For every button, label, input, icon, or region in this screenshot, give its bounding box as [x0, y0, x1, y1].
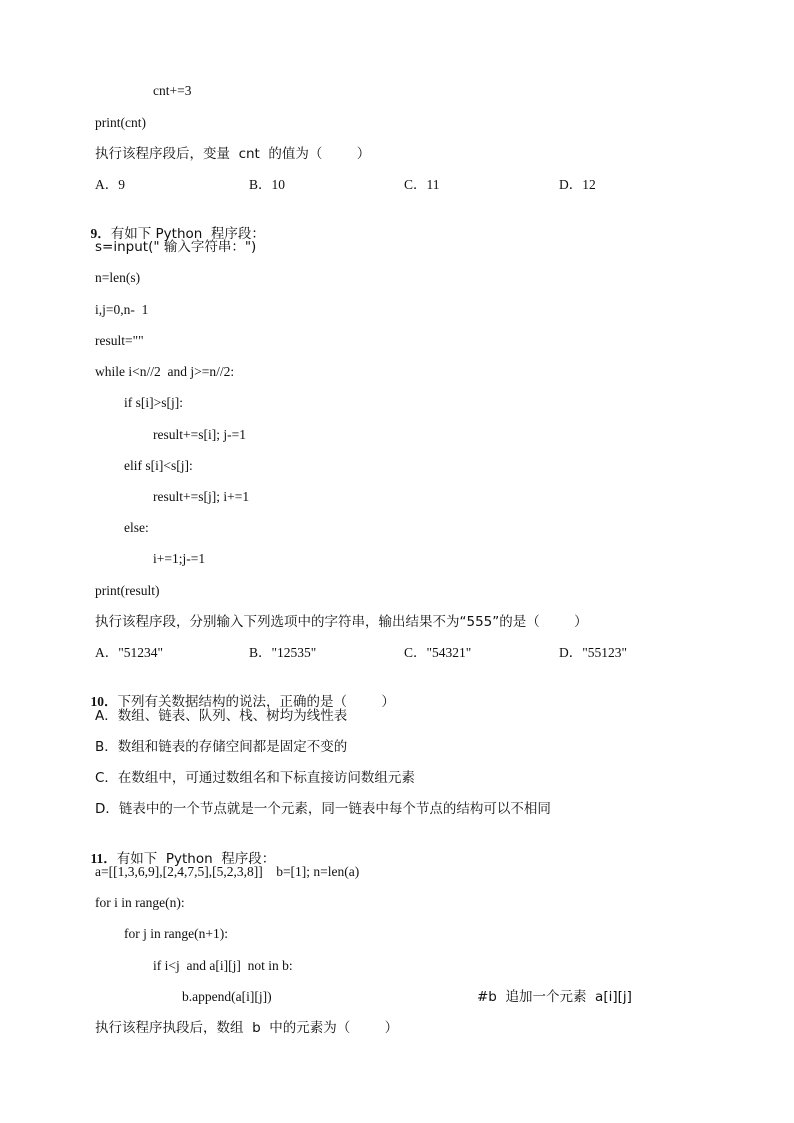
code-line: result="" — [95, 333, 144, 348]
code-line: n=len(s) — [95, 270, 141, 285]
code-line: i+=1;j-=1 — [153, 551, 206, 566]
code-line: if i<j and a[i][j] not in b: — [153, 958, 293, 973]
code-line: result+=s[j]; i+=1 — [153, 489, 250, 504]
code-line: for j in range(n+1): — [124, 926, 228, 941]
question-number: 11． — [90, 851, 117, 866]
code-line: elif s[i]<s[j]: — [124, 458, 193, 473]
option-d: D．"55123" — [559, 645, 628, 660]
code-line: i,j=0,n- 1 — [95, 302, 149, 317]
question-stem: 有如下 Python 程序段： — [110, 226, 265, 242]
code-line: b.append(a[i][j]) — [182, 989, 272, 1004]
question-number: 9． — [90, 226, 111, 241]
option-c: C．在数组中，可通过数组名和下标直接访问数组元素 — [95, 770, 415, 786]
code-line: cnt+=3 — [153, 83, 192, 98]
option-b: B．10 — [249, 177, 286, 192]
question-prompt: 执行该程序段后，变量 cnt 的值为（ ） — [95, 146, 371, 162]
question-prompt: 执行该程序执段后，数组 b 中的元素为（ ） — [95, 1020, 399, 1036]
option-b: B．数组和链表的存储空间都是固定不变的 — [95, 739, 348, 755]
code-line: else: — [124, 520, 149, 535]
option-a: A．"51234" — [95, 645, 164, 660]
code-line: result+=s[i]; j-=1 — [153, 427, 246, 442]
option-c: C．"54321" — [404, 645, 472, 660]
option-d: D．链表中的一个节点就是一个元素，同一链表中每个节点的结构可以不相同 — [95, 801, 551, 817]
code-line: s=input(" 输入字符串：") — [95, 239, 257, 255]
code-line: print(result) — [95, 583, 160, 598]
question-prompt: 执行该程序段，分别输入下列选项中的字符串，输出结果不为“555”的是（ ） — [95, 614, 588, 630]
option-a: A．数组、链表、队列、栈、树均为线性表 — [95, 708, 348, 724]
code-line: if s[i]>s[j]: — [124, 395, 183, 410]
code-line: print(cnt) — [95, 115, 146, 130]
question-number: 10． — [90, 694, 118, 709]
option-a: A．9 — [95, 177, 125, 192]
code-line: a=[[1,3,6,9],[2,4,7,5],[5,2,3,8]] b=[1]; n=len(a) — [95, 864, 360, 879]
code-comment: #b 追加一个元素 a[i][j] — [477, 989, 632, 1005]
question-stem: 下列有关数据结构的说法，正确的是（ ） — [117, 694, 395, 710]
option-b: B．"12535" — [249, 645, 317, 660]
option-d: D．12 — [559, 177, 596, 192]
question-stem: 有如下 Python 程序段： — [116, 851, 276, 867]
code-line: while i<n//2 and j>=n//2: — [95, 364, 235, 379]
option-c: C．11 — [404, 177, 440, 192]
code-line: for i in range(n): — [95, 895, 185, 910]
